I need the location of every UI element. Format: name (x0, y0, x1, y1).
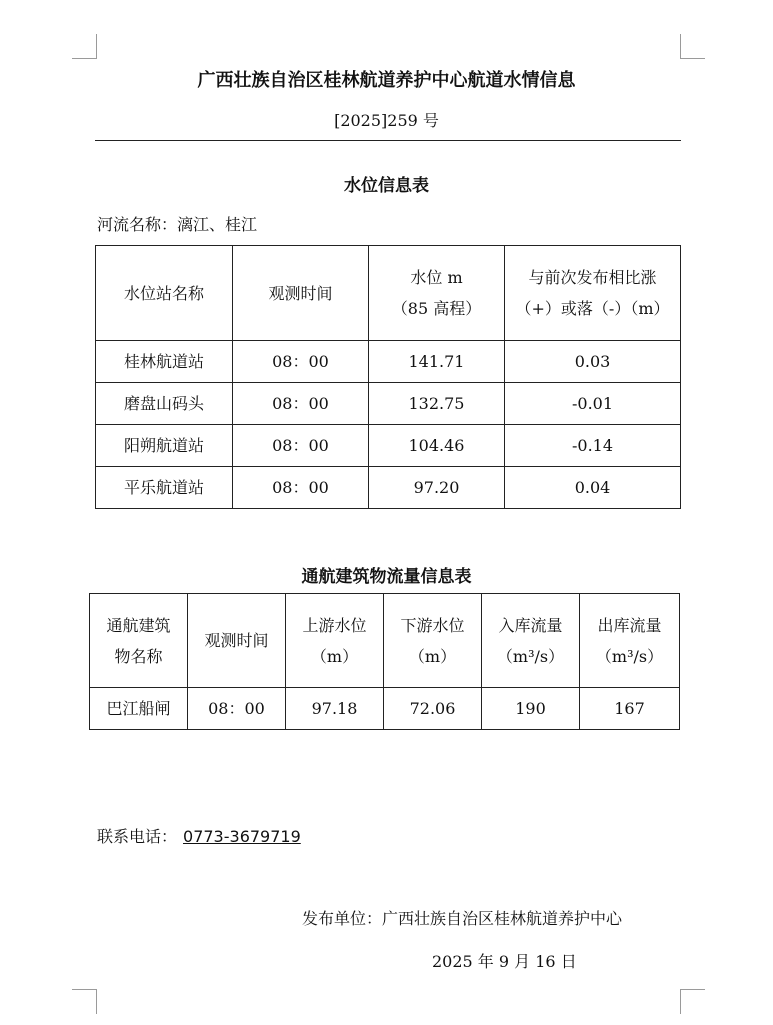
header-time: 观测时间 (233, 246, 369, 341)
header-change: 与前次发布相比涨 （+）或落（-）（m） (505, 246, 681, 341)
table-row (96, 467, 681, 509)
page-corner-mark (680, 989, 705, 1014)
phone-number: 0773-3679719 (183, 827, 301, 846)
station-name: 磨盘山码头 (96, 383, 233, 425)
document-number: [2025]259 号 (334, 111, 439, 130)
water-level-value: 104.46 (369, 425, 505, 467)
water-level-value: 132.75 (369, 383, 505, 425)
header-level: 水位 m （85 高程） (369, 246, 505, 341)
downstream-level-value: 72.06 (384, 688, 482, 730)
level-change-value: 0.04 (505, 467, 681, 509)
phone-label: 联系电话： (97, 827, 178, 846)
river-name-value: 漓江、桂江 (177, 215, 258, 234)
flow-table-title: 通航建筑物流量信息表 (301, 567, 472, 587)
station-name: 平乐航道站 (96, 467, 233, 509)
level-change-value: -0.01 (505, 383, 681, 425)
header-downstream-level: 下游水位 （m） (384, 594, 482, 688)
observation-time: 08：00 (233, 425, 369, 467)
header-divider (95, 140, 681, 141)
table-row (96, 341, 681, 383)
header-upstream-level: 上游水位 （m） (286, 594, 384, 688)
observation-time: 08：00 (233, 383, 369, 425)
contact-phone (97, 824, 307, 847)
water-level-table-title: 水位信息表 (344, 176, 429, 196)
header-outflow: 出库流量 （m³/s） (580, 594, 680, 688)
table-row (90, 688, 680, 730)
table-row (96, 425, 681, 467)
upstream-level-value: 97.18 (286, 688, 384, 730)
station-name: 阳朔航道站 (96, 425, 233, 467)
publish-date: 2025 年 9 月 16 日 (432, 952, 577, 971)
header-inflow: 入库流量 （m³/s） (482, 594, 580, 688)
publisher: 发布单位：广西壮族自治区桂林航道养护中心 (302, 909, 623, 928)
table-header-row (96, 246, 681, 341)
water-level-value: 141.71 (369, 341, 505, 383)
header-station: 水位站名称 (96, 246, 233, 341)
observation-time: 08：00 (188, 688, 286, 730)
table-header-row (90, 594, 680, 688)
page-corner-mark (680, 34, 705, 59)
page-corner-mark (72, 34, 97, 59)
flow-table (89, 593, 680, 730)
station-name: 桂林航道站 (96, 341, 233, 383)
observation-time: 08：00 (233, 467, 369, 509)
observation-time: 08：00 (233, 341, 369, 383)
page-corner-mark (72, 989, 97, 1014)
water-level-value: 97.20 (369, 467, 505, 509)
structure-name: 巴江船闸 (90, 688, 188, 730)
inflow-value: 190 (482, 688, 580, 730)
header-structure-name: 通航建筑 物名称 (90, 594, 188, 688)
water-level-table (95, 245, 681, 509)
river-name-label: 河流名称： (97, 215, 178, 234)
outflow-value: 167 (580, 688, 680, 730)
level-change-value: 0.03 (505, 341, 681, 383)
document-title: 广西壮族自治区桂林航道养护中心航道水情信息 (197, 70, 576, 91)
level-change-value: -0.14 (505, 425, 681, 467)
table-row (96, 383, 681, 425)
river-name (97, 212, 257, 235)
header-time: 观测时间 (188, 594, 286, 688)
